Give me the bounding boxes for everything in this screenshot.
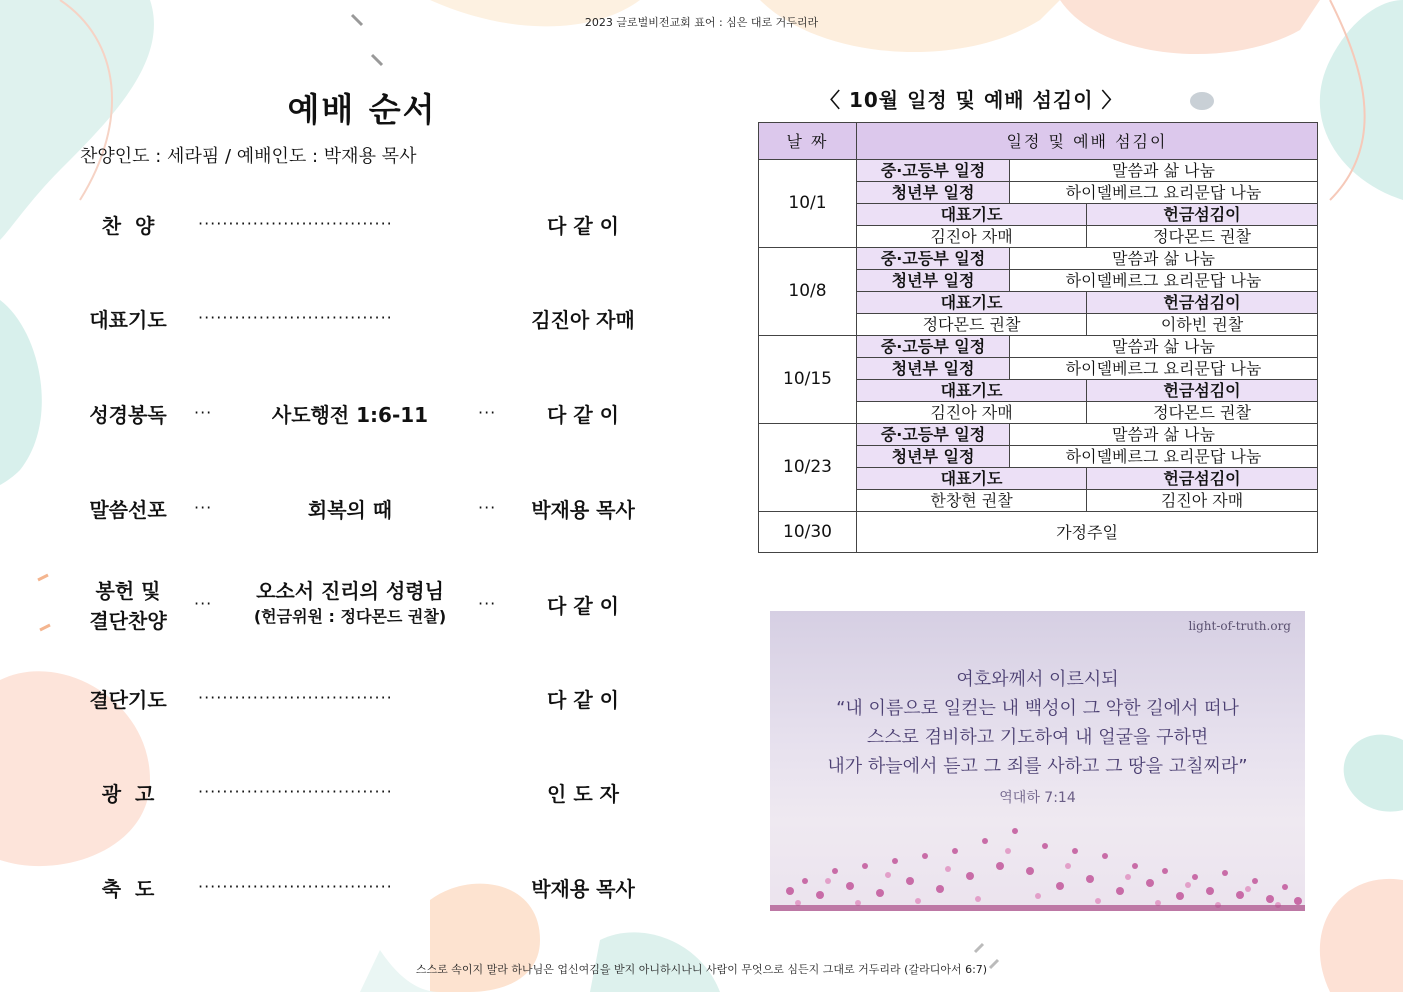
- week-date: 10/8: [759, 248, 857, 336]
- prayer-label: 대표기도: [857, 204, 1087, 226]
- order-content-note: (헌금위원 : 정다몬드 권찰): [253, 607, 447, 626]
- dot-leader: ································: [198, 214, 393, 233]
- youth-label: 중·고등부 일정: [857, 424, 1010, 446]
- young-adult-schedule: 하이델베르그 요리문답 나눔: [1010, 182, 1318, 204]
- youth-label: 중·고등부 일정: [857, 336, 1010, 358]
- prayer-label: 대표기도: [857, 292, 1087, 314]
- verse-line: 여호와께서 이르시되: [956, 669, 1119, 690]
- youth-schedule: 말씀과 삶 나눔: [1010, 160, 1318, 182]
- dot-leader: ···: [478, 594, 497, 613]
- order-label: 결단기도: [89, 688, 167, 712]
- verse-card-site: light-of-truth.org: [1188, 619, 1291, 633]
- order-row-praise: [80, 196, 650, 256]
- dot-leader: ································: [198, 782, 393, 801]
- decorative-dot: [1190, 92, 1214, 110]
- order-content: 사도행전 1:6-11: [271, 403, 429, 427]
- young-adult-schedule: 하이델베르그 요리문답 나눔: [1010, 446, 1318, 468]
- family-sunday-note: 가정주일: [857, 512, 1318, 553]
- week-date: 10/30: [759, 512, 857, 553]
- young-adult-schedule: 하이델베르그 요리문답 나눔: [1010, 270, 1318, 292]
- week-date: 10/15: [759, 336, 857, 424]
- schedule-table: [758, 122, 1318, 553]
- flowers-illustration: [770, 811, 1305, 911]
- dot-leader: ···: [194, 594, 213, 613]
- verse-card-image: [770, 611, 1305, 911]
- youth-label: 중·고등부 일정: [857, 248, 1010, 270]
- order-row-scripture-reading: [80, 385, 650, 445]
- order-person: 다 같 이: [547, 688, 619, 712]
- header-schedule: 일정 및 예배 섬김이: [857, 123, 1318, 160]
- dot-leader: ···: [194, 498, 213, 517]
- verse-reference: 역대하 7:14: [999, 790, 1076, 806]
- order-row-offering: [80, 576, 650, 636]
- offering-person: 이하빈 권찰: [1087, 314, 1318, 336]
- young-adult-label: 청년부 일정: [857, 446, 1010, 468]
- prayer-person: 정다몬드 권찰: [857, 314, 1087, 336]
- header-date: 날 짜: [759, 123, 857, 160]
- table-row: [759, 248, 1318, 270]
- young-adult-label: 청년부 일정: [857, 182, 1010, 204]
- verse-line: 내가 하늘에서 듣고 그 죄를 사하고 그 땅을 고칠찌라”: [827, 756, 1248, 777]
- order-label: 성경봉독: [89, 403, 167, 427]
- order-label: 광 고: [101, 782, 155, 806]
- prayer-label: 대표기도: [857, 468, 1087, 490]
- order-person: 다 같 이: [547, 594, 619, 618]
- prayer-person: 한창현 권찰: [857, 490, 1087, 512]
- order-person: 박재용 목사: [531, 498, 635, 522]
- order-label: 찬 양: [101, 214, 155, 238]
- offering-person: 정다몬드 권찰: [1087, 402, 1318, 424]
- youth-schedule: 말씀과 삶 나눔: [1010, 424, 1318, 446]
- order-row-benediction: [80, 859, 650, 919]
- order-person: 다 같 이: [547, 403, 619, 427]
- prayer-label: 대표기도: [857, 380, 1087, 402]
- week-date: 10/23: [759, 424, 857, 512]
- dot-leader: ································: [198, 877, 393, 896]
- verse-card-text: [770, 665, 1305, 781]
- order-label: 축 도: [101, 877, 155, 901]
- dot-leader: ···: [194, 403, 213, 422]
- young-adult-schedule: 하이델베르그 요리문답 나눔: [1010, 358, 1318, 380]
- verse-line: “내 이름으로 일컫는 내 백성이 그 악한 길에서 떠나: [836, 698, 1239, 719]
- dot-leader: ···: [478, 403, 497, 422]
- order-person: 김진아 자매: [531, 308, 635, 332]
- offering-label: 헌금섬김이: [1087, 204, 1318, 226]
- offering-label: 헌금섬김이: [1087, 468, 1318, 490]
- order-person: 박재용 목사: [531, 877, 635, 901]
- schedule-title: 〈 10월 일정 및 예배 섬김이 〉: [820, 88, 1123, 112]
- table-row: [759, 424, 1318, 446]
- order-row-decision-prayer: [80, 670, 650, 730]
- prayer-person: 김진아 자매: [857, 226, 1087, 248]
- dot-leader: ···: [478, 498, 497, 517]
- schedule-header-row: [759, 123, 1318, 160]
- worship-leaders: 찬양인도 : 세라핌 / 예배인도 : 박재용 목사: [80, 146, 417, 167]
- order-label: 대표기도: [89, 308, 167, 332]
- order-content-title: 오소서 진리의 성령님: [256, 579, 444, 603]
- church-motto: 2023 글로벌비전교회 표어 : 심은 대로 거두리라: [584, 16, 819, 29]
- young-adult-label: 청년부 일정: [857, 270, 1010, 292]
- footer-verse: 스스로 속이지 말라 하나님은 업신여김을 받지 아니하시나니 사람이 무엇으로 심든지 그대로 거두리라 (갈라디아서 6:7): [415, 963, 988, 976]
- offering-label: 헌금섬김이: [1087, 292, 1318, 314]
- table-row: [759, 512, 1318, 553]
- worship-order-title: 예배 순서: [287, 90, 437, 129]
- offering-person: 정다몬드 권찰: [1087, 226, 1318, 248]
- order-row-announcements: [80, 764, 650, 824]
- order-label: 봉헌 및 결단찬양: [89, 579, 167, 633]
- table-row: [759, 336, 1318, 358]
- order-label: 말씀선포: [89, 498, 167, 522]
- dot-leader: ································: [198, 688, 393, 707]
- young-adult-label: 청년부 일정: [857, 358, 1010, 380]
- prayer-person: 김진아 자매: [857, 402, 1087, 424]
- table-row: [759, 160, 1318, 182]
- offering-person: 김진아 자매: [1087, 490, 1318, 512]
- youth-schedule: 말씀과 삶 나눔: [1010, 248, 1318, 270]
- offering-label: 헌금섬김이: [1087, 380, 1318, 402]
- order-content: [230, 576, 470, 628]
- week-date: 10/1: [759, 160, 857, 248]
- order-row-representative-prayer: [80, 290, 650, 350]
- order-person: 다 같 이: [547, 214, 619, 238]
- order-content: 회복의 때: [307, 498, 393, 522]
- verse-line: 스스로 겸비하고 기도하여 내 얼굴을 구하면: [866, 727, 1209, 748]
- order-row-sermon: [80, 480, 650, 540]
- youth-label: 중·고등부 일정: [857, 160, 1010, 182]
- order-person: 인 도 자: [547, 782, 619, 806]
- youth-schedule: 말씀과 삶 나눔: [1010, 336, 1318, 358]
- dot-leader: ································: [198, 308, 393, 327]
